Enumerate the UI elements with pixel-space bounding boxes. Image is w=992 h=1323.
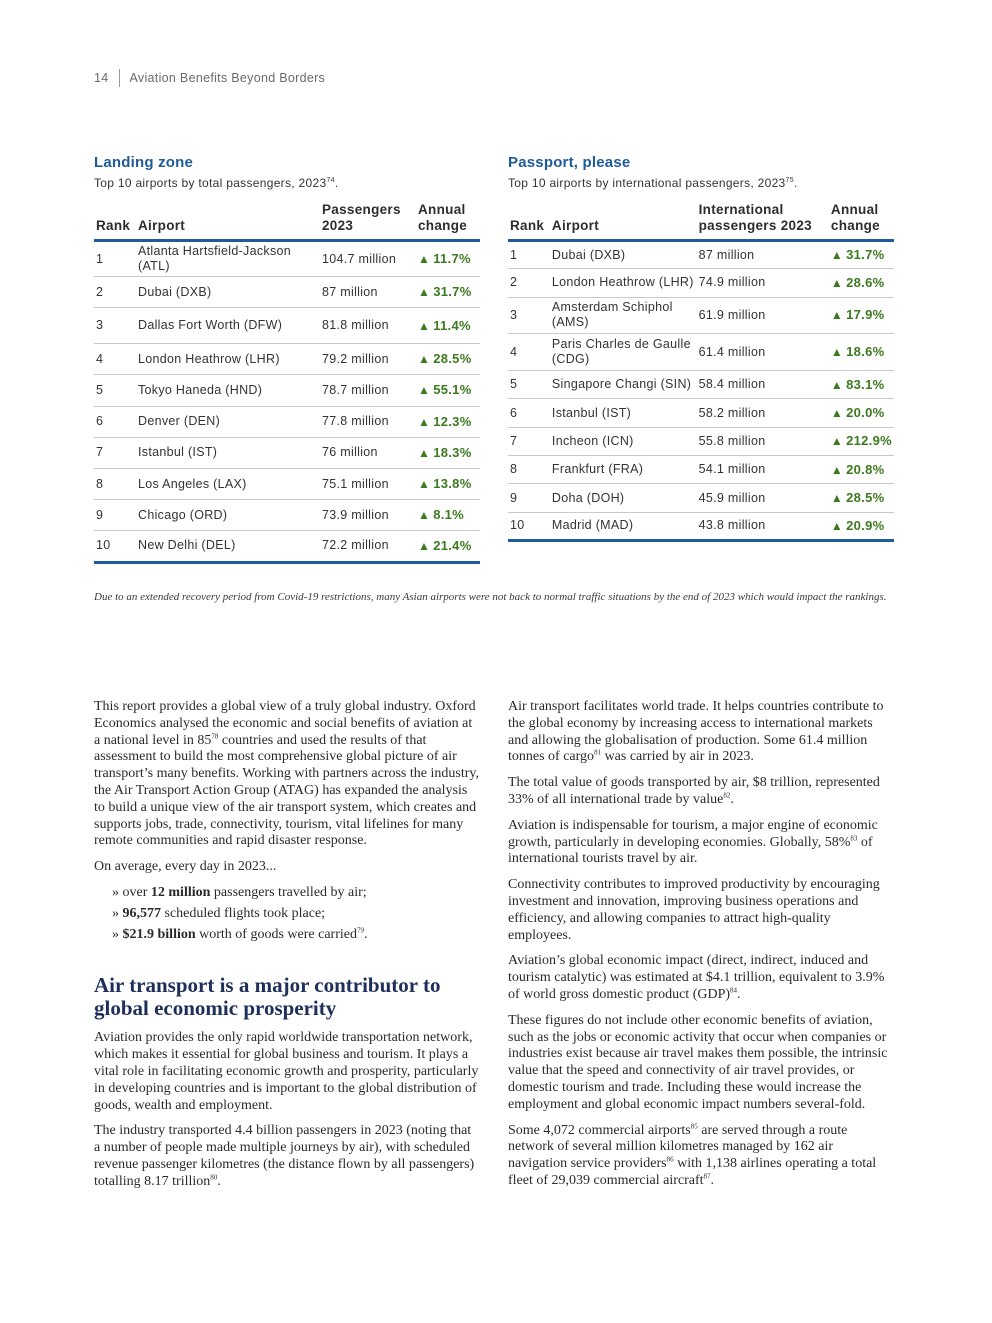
passengers-cell: 87 million (697, 241, 829, 269)
change-cell (829, 334, 894, 371)
paragraph (508, 775, 894, 809)
text-run: . (730, 791, 734, 807)
table-row (94, 468, 480, 499)
change-cell (829, 399, 894, 427)
up-triangle-icon: ▲ (830, 462, 844, 477)
passengers-cell: 78.7 million (320, 375, 416, 406)
section-heading: Air transport is a major contributor to global economic prosperity (94, 973, 441, 1021)
text-run: scheduled flights took place; (161, 905, 326, 921)
airport-cell: Dubai (DXB) (550, 241, 697, 269)
up-triangle-icon: ▲ (830, 345, 844, 360)
text-run: . (710, 1172, 715, 1188)
passengers-cell: 45.9 million (697, 484, 829, 512)
paragraph (94, 699, 480, 850)
change-value: 55.1% (433, 382, 472, 398)
text-run: Aviation’s global economic impact (direct, indirect, induced and tourism catalytic) was estimated at $4.1 trillion, equivalent to 3.9% of world gross domestic product (GDP) (508, 953, 885, 1002)
rank-cell: 10 (508, 512, 550, 540)
rank-cell: 6 (94, 406, 136, 437)
paragraph (508, 953, 894, 1003)
passport-table (508, 202, 894, 542)
up-triangle-icon: ▲ (830, 434, 844, 449)
rank-cell: 1 (94, 241, 136, 277)
col-header-airport: Airport (550, 202, 697, 241)
text-run: Aviation is indispensable for tourism, a major engine of economic growth, particularly in developing economies. Globally, 58% (508, 817, 878, 850)
change-value: 20.9% (846, 517, 885, 533)
rank-cell: 8 (94, 468, 136, 499)
text-run: of international tourists travel by air. (508, 834, 873, 867)
up-triangle-icon: ▲ (418, 383, 431, 398)
change-cell (416, 308, 480, 344)
change-value: 28.5% (846, 490, 885, 506)
airport-cell: Dubai (DXB) (136, 277, 320, 308)
change-value: 31.7% (433, 284, 472, 300)
page-header (94, 68, 325, 88)
passengers-cell: 73.9 million (320, 500, 416, 531)
text-run: passengers travelled by air; (210, 884, 367, 900)
table-row (94, 500, 480, 531)
passport-title: Passport, please (508, 154, 631, 171)
up-triangle-icon: ▲ (418, 508, 431, 523)
paragraph: Aviation provides the only rapid worldwide transportation network, which makes it essential for global business and tourism. It plays a vital role in facilitating economic growth and prosperity, particularly in developing countries and is important to the global distribution of goods, wealth and employment. (94, 1030, 479, 1113)
passengers-cell: 74.9 million (697, 269, 829, 297)
change-cell (829, 297, 894, 334)
subtitle-text: Top 10 airports by total passengers, 2023 (94, 176, 327, 190)
rank-cell: 10 (94, 531, 136, 562)
paragraph: These figures do not include other economic benefits of aviation, such as the jobs or economic activity that occur when companies or industries exist because air travel makes them possible, the intrinsic value that the speed and connectivity of air travel provides, or domestic tourism and trade. Including these would increase the employment and global economic impact numbers several-fold. (508, 1012, 888, 1112)
rank-cell: 5 (94, 375, 136, 406)
table-footnote: Due to an extended recovery period from Covid-19 restrictions, many Asian airports were not back to normal traffic situations by the end of 2023 which would impact the rankings. (94, 591, 887, 603)
table-row (94, 241, 480, 277)
col-header-airport: Airport (136, 202, 320, 241)
footnote-ref: 82 (723, 791, 731, 800)
up-triangle-icon: ▲ (418, 285, 431, 300)
airport-cell: Singapore Changi (SIN) (550, 371, 697, 399)
text-run: countries and used the results of that assessment to build the most comprehensive global picture of air transport’s many benefits. Working with partners across the industry, the Air Transport Action Group (ATAG) has expanded the analysis to build a unique view of the air transport system, which creates and supports jobs, trade, connectivity, tourism, vital lifelines for many remote communities and rapid disaster response. (94, 732, 479, 849)
up-triangle-icon: ▲ (418, 538, 431, 553)
table-row (508, 334, 894, 371)
up-triangle-icon: ▲ (418, 445, 431, 460)
passengers-cell: 77.8 million (320, 406, 416, 437)
airport-cell: Atlanta Hartsfield-Jackson (ATL) (136, 241, 320, 277)
rank-cell: 3 (94, 308, 136, 344)
body-column-left (94, 699, 480, 1200)
airport-cell: Paris Charles de Gaulle (CDG) (550, 334, 697, 371)
text-run: are served through a route network of several million kilometres managed by 162 air navigation service providers (508, 1122, 848, 1172)
table-row (508, 241, 894, 269)
passport-subtitle (508, 176, 894, 190)
rank-cell: 8 (508, 456, 550, 484)
text-run: worth of goods were carried (195, 926, 357, 942)
change-cell (829, 427, 894, 455)
passengers-cell: 104.7 million (320, 241, 416, 277)
table-row (94, 308, 480, 344)
up-triangle-icon: ▲ (830, 248, 844, 263)
change-cell (829, 484, 894, 512)
airport-cell: Amsterdam Schiphol (AMS) (550, 297, 697, 334)
text-run: The industry transported 4.4 billion passengers in 2023 (noting that a number of people made multiple journeys by air), with scheduled revenue passenger kilometres (the distance flown by all passengers) totalling 8.17 trillion (94, 1123, 475, 1189)
change-value: 21.4% (433, 537, 472, 553)
up-triangle-icon: ▲ (830, 377, 844, 392)
text-run: The total value of goods transported by air, $8 trillion, represented 33% of all international trade by value (508, 775, 880, 807)
subtitle-ref: 75 (785, 177, 794, 184)
change-value: 83.1% (846, 376, 885, 392)
up-triangle-icon: ▲ (830, 491, 844, 506)
col-header-passengers: Passengers 2023 (320, 202, 416, 241)
change-value: 8.1% (433, 507, 465, 523)
footnote-ref: 80 (210, 1173, 218, 1182)
airport-cell: Chicago (ORD) (136, 500, 320, 531)
change-cell (416, 500, 480, 531)
paragraph: Connectivity contributes to improved productivity by encouraging investment and innovation, improving business operations and efficiency, and allowing companies to attract high-quality employees. (508, 877, 880, 943)
footnote-ref: 79 (356, 925, 364, 934)
text-run: This report provides a global view of a truly global industry. Oxford Economics analysed the economic and social benefits of aviation at a national level in 85 (94, 699, 476, 748)
table-row (508, 484, 894, 512)
change-value: 18.3% (433, 444, 472, 460)
rank-cell: 7 (508, 427, 550, 455)
paragraph (508, 699, 894, 766)
rank-cell: 4 (94, 344, 136, 375)
bullet-marker: » over (112, 884, 151, 900)
table-row (508, 399, 894, 427)
airport-cell: Incheon (ICN) (550, 427, 697, 455)
change-cell (829, 241, 894, 269)
text-run: with 1,138 airlines operating a total fleet of 29,039 commercial aircraft (508, 1156, 877, 1188)
footnote-ref: 83 (850, 833, 858, 842)
col-header-change: Annual change (829, 202, 894, 241)
up-triangle-icon: ▲ (830, 518, 844, 533)
table-row (508, 512, 894, 540)
bold-figure: $21.9 billion (122, 926, 196, 942)
rank-cell: 9 (508, 484, 550, 512)
bold-figure: 96,577 (122, 905, 161, 921)
change-cell (416, 406, 480, 437)
table-row (508, 269, 894, 297)
table-row (508, 427, 894, 455)
rank-cell: 9 (94, 500, 136, 531)
passengers-cell: 58.2 million (697, 399, 829, 427)
passport-section (508, 154, 894, 542)
text-run: . (363, 926, 368, 942)
table-row (94, 437, 480, 468)
change-value: 11.7% (433, 251, 471, 266)
subtitle-text: Top 10 airports by international passengers, 2023 (508, 176, 786, 190)
rank-cell: 1 (508, 241, 550, 269)
airport-cell: London Heathrow (LHR) (550, 269, 697, 297)
bold-figure: 12 million (150, 884, 211, 900)
up-triangle-icon: ▲ (830, 406, 844, 421)
change-cell (829, 371, 894, 399)
body-column-right (508, 699, 894, 1199)
change-cell (416, 241, 480, 277)
footnote-ref: 85 (690, 1121, 698, 1130)
daily-stats-list (112, 885, 480, 943)
passengers-cell: 61.4 million (697, 334, 829, 371)
airport-cell: Istanbul (IST) (550, 399, 697, 427)
change-value: 20.8% (846, 461, 885, 477)
paragraph (94, 1123, 480, 1190)
passengers-cell: 75.1 million (320, 468, 416, 499)
passengers-cell: 43.8 million (697, 512, 829, 540)
airport-cell: Madrid (MAD) (550, 512, 697, 540)
change-value: 31.7% (846, 247, 885, 263)
change-value: 28.6% (846, 274, 885, 290)
up-triangle-icon: ▲ (830, 275, 844, 290)
text-run: . (217, 1173, 221, 1189)
up-triangle-icon: ▲ (830, 308, 844, 323)
passengers-cell: 87 million (320, 277, 416, 308)
table-row (94, 375, 480, 406)
rank-cell: 2 (94, 277, 136, 308)
change-value: 13.8% (433, 476, 472, 492)
up-triangle-icon: ▲ (418, 477, 431, 492)
subtitle-end: . (793, 176, 798, 190)
table-row (508, 297, 894, 334)
col-header-rank: Rank (94, 202, 136, 241)
airport-cell: Los Angeles (LAX) (136, 468, 320, 499)
passengers-cell: 55.8 million (697, 427, 829, 455)
landing-zone-section (94, 154, 480, 564)
passengers-cell: 58.4 million (697, 371, 829, 399)
header-divider (119, 69, 120, 87)
list-item (112, 906, 480, 923)
text-run: was carried by air in 2023. (601, 749, 754, 765)
rank-cell: 3 (508, 297, 550, 334)
up-triangle-icon: ▲ (418, 352, 431, 367)
footnote-ref: 84 (730, 986, 738, 995)
change-cell (416, 344, 480, 375)
passengers-cell: 79.2 million (320, 344, 416, 375)
rank-cell: 4 (508, 334, 550, 371)
change-cell (829, 269, 894, 297)
footnote-ref: 78 (211, 731, 219, 740)
change-value: 28.5% (433, 351, 472, 367)
passengers-cell: 72.2 million (320, 531, 416, 562)
up-triangle-icon: ▲ (418, 252, 431, 266)
list-item (112, 885, 480, 902)
change-cell (829, 456, 894, 484)
bullet-marker: » (112, 926, 123, 942)
bullet-marker: » (112, 905, 123, 921)
table-row (508, 456, 894, 484)
footnote-ref: 86 (666, 1155, 674, 1164)
text-run: . (737, 986, 741, 1002)
page-number: 14 (94, 71, 109, 85)
airport-cell: London Heathrow (LHR) (136, 344, 320, 375)
change-cell (416, 468, 480, 499)
text-run: Some 4,072 commercial airports (508, 1122, 691, 1138)
landing-zone-table (94, 202, 480, 564)
airport-cell: Istanbul (IST) (136, 437, 320, 468)
change-cell (829, 512, 894, 540)
paragraph (508, 1123, 894, 1190)
airport-cell: Tokyo Haneda (HND) (136, 375, 320, 406)
table-row (94, 344, 480, 375)
airport-cell: Frankfurt (FRA) (550, 456, 697, 484)
change-cell (416, 375, 480, 406)
subtitle-ref: 74 (326, 177, 335, 184)
change-value: 17.9% (846, 307, 885, 323)
change-cell (416, 531, 480, 562)
table-row (94, 277, 480, 308)
rank-cell: 7 (94, 437, 136, 468)
airport-cell: New Delhi (DEL) (136, 531, 320, 562)
col-header-rank: Rank (508, 202, 550, 241)
col-header-change: Annual change (416, 202, 480, 241)
change-value: 212.9% (846, 433, 892, 449)
subtitle-end: . (334, 176, 339, 190)
up-triangle-icon: ▲ (418, 318, 431, 333)
change-value: 18.6% (846, 344, 885, 360)
airport-cell: Denver (DEN) (136, 406, 320, 437)
table-row (94, 406, 480, 437)
up-triangle-icon: ▲ (418, 414, 431, 429)
paragraph: On average, every day in 2023... (94, 859, 277, 875)
table-row (508, 371, 894, 399)
change-value: 20.0% (846, 405, 885, 421)
table-row (94, 531, 480, 562)
document-title: Aviation Benefits Beyond Borders (129, 71, 326, 85)
change-value: 11.4% (433, 317, 471, 333)
airport-cell: Dallas Fort Worth (DFW) (136, 308, 320, 344)
passengers-cell: 54.1 million (697, 456, 829, 484)
paragraph (508, 818, 894, 868)
rank-cell: 6 (508, 399, 550, 427)
passengers-cell: 76 million (320, 437, 416, 468)
change-cell (416, 437, 480, 468)
rank-cell: 5 (508, 371, 550, 399)
change-cell (416, 277, 480, 308)
col-header-passengers: International passengers 2023 (697, 202, 829, 241)
list-item (112, 927, 480, 944)
footnote-ref: 87 (703, 1172, 711, 1181)
passengers-cell: 61.9 million (697, 297, 829, 334)
landing-zone-subtitle (94, 176, 480, 190)
change-value: 12.3% (433, 413, 472, 429)
footnote-ref: 81 (594, 748, 602, 757)
passengers-cell: 81.8 million (320, 308, 416, 344)
rank-cell: 2 (508, 269, 550, 297)
landing-zone-title: Landing zone (94, 154, 194, 171)
airport-cell: Doha (DOH) (550, 484, 697, 512)
text-run: Air transport facilitates world trade. It helps countries contribute to the global economy by increasing access to international markets and allowing the globalisation of production. Some 61.4 million tonnes of cargo (508, 699, 884, 765)
